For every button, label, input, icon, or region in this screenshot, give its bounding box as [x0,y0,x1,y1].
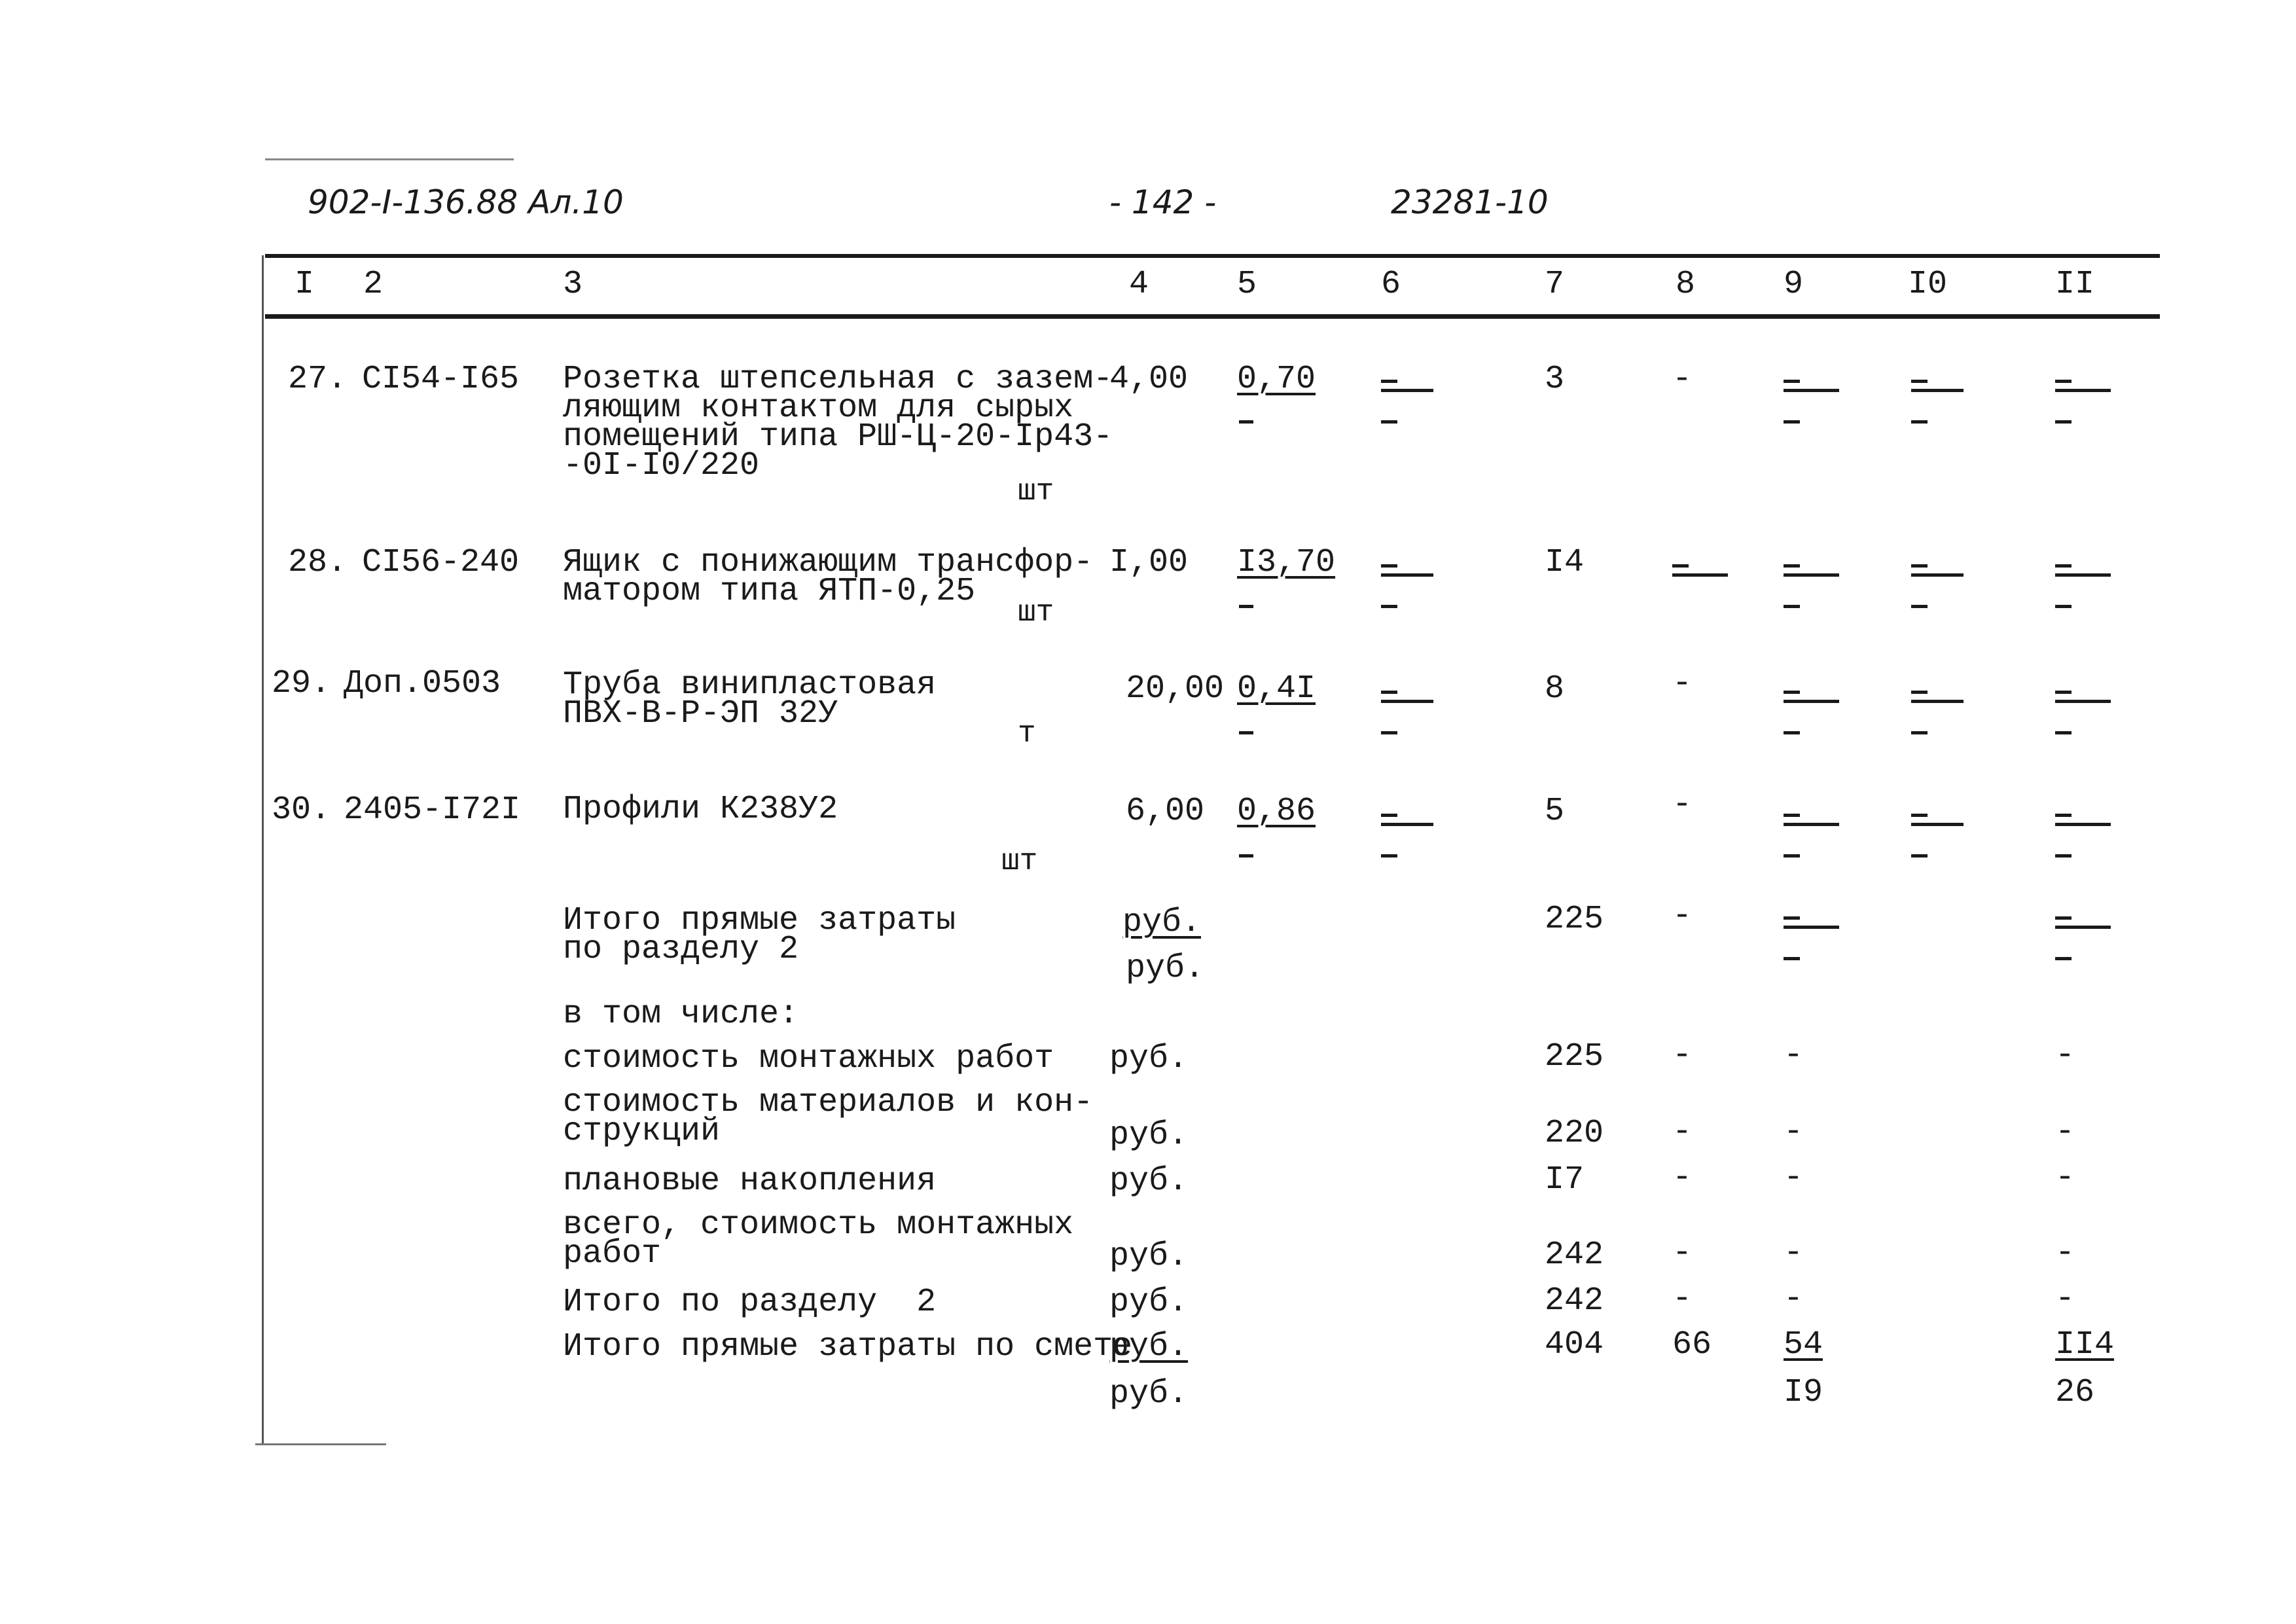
estimate-total-col7: 404 [1545,1326,1604,1363]
dash-mark [1911,564,1928,568]
estimate-total-col8: 66 [1672,1326,1712,1363]
dash-mark [2055,854,2072,857]
row-number: 27. [288,361,348,398]
dash-mark [1239,605,1253,608]
col-header-10: I0 [1908,266,1948,303]
header-rule-bottom [265,314,2160,319]
top-faint-rule [265,158,514,160]
dash-mark [1784,823,1839,826]
dash-mark [1784,389,1839,392]
planned-savings-col9: - [1784,1159,1804,1197]
col-header-11: II [2055,266,2095,303]
materials-cost-col11: - [2055,1113,2075,1151]
dash-mark [1381,380,1397,383]
row-number: 30. [272,791,331,829]
direct-costs-value: 225 [1545,901,1604,938]
row-description: Розетка штепсельная с зазем- ляющим контактом для сырых помещений типа РШ-Ц-20-Iр43- -0I-I0/220 [563,361,1113,484]
row-code: Доп.0503 [344,665,501,702]
dash-mark [1784,700,1839,703]
section-total-col9: - [1784,1280,1804,1318]
dash-mark [1911,573,1964,577]
install-cost-col9: - [1784,1037,1804,1074]
dash-mark [1672,564,1689,568]
dash-mark [1381,420,1397,424]
dash-mark [2055,691,2072,694]
dash-mark [1784,605,1800,608]
dash-mark [2055,605,2072,608]
dash-mark [1911,731,1928,734]
direct-costs-label: Итого прямые затраты по разделу 2 [563,902,956,968]
row-code: CI56-240 [362,544,520,581]
row-description: Труба винипластовая ПВХ-В-Р-ЭП 32У [563,666,937,732]
total-install-col8: - [1672,1235,1693,1272]
dash-mark [2055,731,2072,734]
dash-mark [2055,700,2111,703]
dash-mark [2055,380,2072,383]
row-description: Ящик с понижающим трансфор- матором типа ЯТП-0,25 [563,544,1094,610]
row-code: 2405-I72I [344,791,521,829]
dash-mark [2055,916,2072,920]
dash-mark [1911,854,1928,857]
planned-savings-value: I7 [1545,1161,1585,1199]
section-total-label: Итого по разделу 2 [563,1284,937,1321]
materials-cost-unit: руб. [1109,1117,1189,1154]
row-price: I3,70 [1237,544,1336,581]
dash-mark [1381,389,1433,392]
total-install-col11: - [2055,1235,2075,1272]
dash-mark [1381,731,1397,734]
estimate-total-col11-top: II4 [2055,1326,2115,1363]
row-number: 28. [288,544,348,581]
planned-savings-label: плановые накопления [563,1163,937,1200]
dash-mark [2055,389,2111,392]
row-quantity: I,00 [1109,544,1189,581]
total-install-value: 242 [1545,1236,1604,1274]
install-cost-value: 225 [1545,1038,1604,1075]
row-number: 29. [272,665,331,702]
row-description: Профили К238У2 [563,791,838,828]
estimate-total-col11-bottom: 26 [2055,1374,2095,1411]
row-col7: I4 [1545,544,1585,581]
install-cost-label: стоимость монтажных работ [563,1040,1054,1077]
dash-mark [1381,573,1433,577]
dash-mark [1784,854,1800,857]
dash-mark [1381,691,1397,694]
dash-mark [1911,420,1928,424]
section-total-col8: - [1672,1280,1693,1318]
dash-mark [1784,691,1800,694]
materials-cost-col9: - [1784,1113,1804,1151]
col-header-4: 4 [1129,266,1149,303]
col-header-3: 3 [563,266,583,303]
install-cost-col8: - [1672,1037,1693,1074]
dash-mark [1239,854,1253,857]
planned-savings-col8: - [1672,1159,1693,1197]
total-install-col9: - [1784,1235,1804,1272]
row-unit: шт [1018,596,1054,630]
col-header-8: 8 [1676,266,1696,303]
dash-mark [1911,691,1928,694]
estimate-total-col9-bottom: I9 [1784,1374,1823,1411]
dash-mark [1381,700,1433,703]
dash-mark [2055,573,2111,577]
col-header-1: I [295,266,315,303]
row-unit: т [1018,717,1036,751]
estimate-total-unit-2: руб. [1109,1375,1189,1413]
dash-mark [1381,854,1397,857]
dash-mark [1784,916,1800,920]
section-total-unit: руб. [1109,1284,1189,1321]
page-number: - 142 - [1109,183,1217,221]
dash-mark [2055,564,2072,568]
total-install-label: всего, стоимость монтажных работ [563,1206,1074,1272]
col-header-5: 5 [1237,266,1257,303]
total-install-unit: руб. [1109,1238,1189,1275]
dash-mark [1784,564,1800,568]
col-header-6: 6 [1381,266,1401,303]
dash-mark [1911,814,1928,817]
left-border [262,255,264,1443]
row-col8: - [1672,786,1693,823]
row-col7: 5 [1545,793,1565,830]
dash-mark [2055,420,2072,424]
dash-mark [2055,926,2111,929]
dash-mark [1784,814,1800,817]
row-unit: шт [1018,475,1054,509]
row-quantity: 20,00 [1126,670,1225,708]
row-col7: 3 [1545,361,1565,398]
direct-costs-unit: руб. [1122,904,1202,941]
dash-mark [1784,420,1800,424]
materials-cost-label: стоимость материалов и кон- струкций [563,1084,1094,1150]
doc-number: 23281-10 [1391,183,1549,221]
row-quantity: 6,00 [1126,793,1205,830]
install-cost-unit: руб. [1109,1040,1189,1077]
col-header-7: 7 [1545,266,1565,303]
dash-mark [2055,823,2111,826]
dash-mark [1911,700,1964,703]
row-col7: 8 [1545,670,1565,708]
dash-mark [1239,731,1253,734]
dash-mark [1381,814,1397,817]
planned-savings-unit: руб. [1109,1163,1189,1200]
dash-mark [1784,573,1839,577]
row-col8: - [1672,361,1693,398]
dash-mark [1381,823,1433,826]
bottom-faint-rule [255,1443,386,1445]
row-code: CI54-I65 [362,361,520,398]
row-quantity: 4,00 [1109,361,1189,398]
row-price: 0,70 [1237,361,1316,398]
row-price: 0,86 [1237,793,1316,830]
dash-mark [1784,731,1800,734]
dash-mark [1672,573,1728,577]
dash-mark [2055,814,2072,817]
row-price: 0,4I [1237,670,1316,708]
section-total-col11: - [2055,1280,2075,1318]
estimate-total-unit: руб. [1109,1328,1189,1365]
dash-mark [2055,957,2072,960]
planned-savings-col11: - [2055,1159,2075,1197]
dash-mark [1911,605,1928,608]
col-header-9: 9 [1784,266,1804,303]
col-header-2: 2 [363,266,384,303]
dash-mark [1381,564,1397,568]
install-cost-col11: - [2055,1037,2075,1074]
estimate-total-col9-top: 54 [1784,1326,1823,1363]
materials-cost-value: 220 [1545,1115,1604,1152]
direct-costs-unit-2: руб. [1126,950,1205,987]
dash-mark [1911,380,1928,383]
direct-costs-col8: - [1672,897,1693,935]
dash-mark [1239,420,1253,424]
dash-mark [1784,926,1839,929]
row-unit: шт [1001,844,1038,878]
including-label: в том числе: [563,996,799,1033]
header-rule-top [265,254,2160,258]
dash-mark [1911,823,1964,826]
materials-cost-col8: - [1672,1113,1693,1151]
dash-mark [1784,957,1800,960]
doc-code: 902-I-136.88 Ал.10 [308,183,624,221]
row-col8: - [1672,665,1693,702]
section-total-value: 242 [1545,1282,1604,1320]
estimate-total-label: Итого прямые затраты по смете [563,1328,1133,1365]
dash-mark [1911,389,1964,392]
dash-mark [1381,605,1397,608]
dash-mark [1784,380,1800,383]
